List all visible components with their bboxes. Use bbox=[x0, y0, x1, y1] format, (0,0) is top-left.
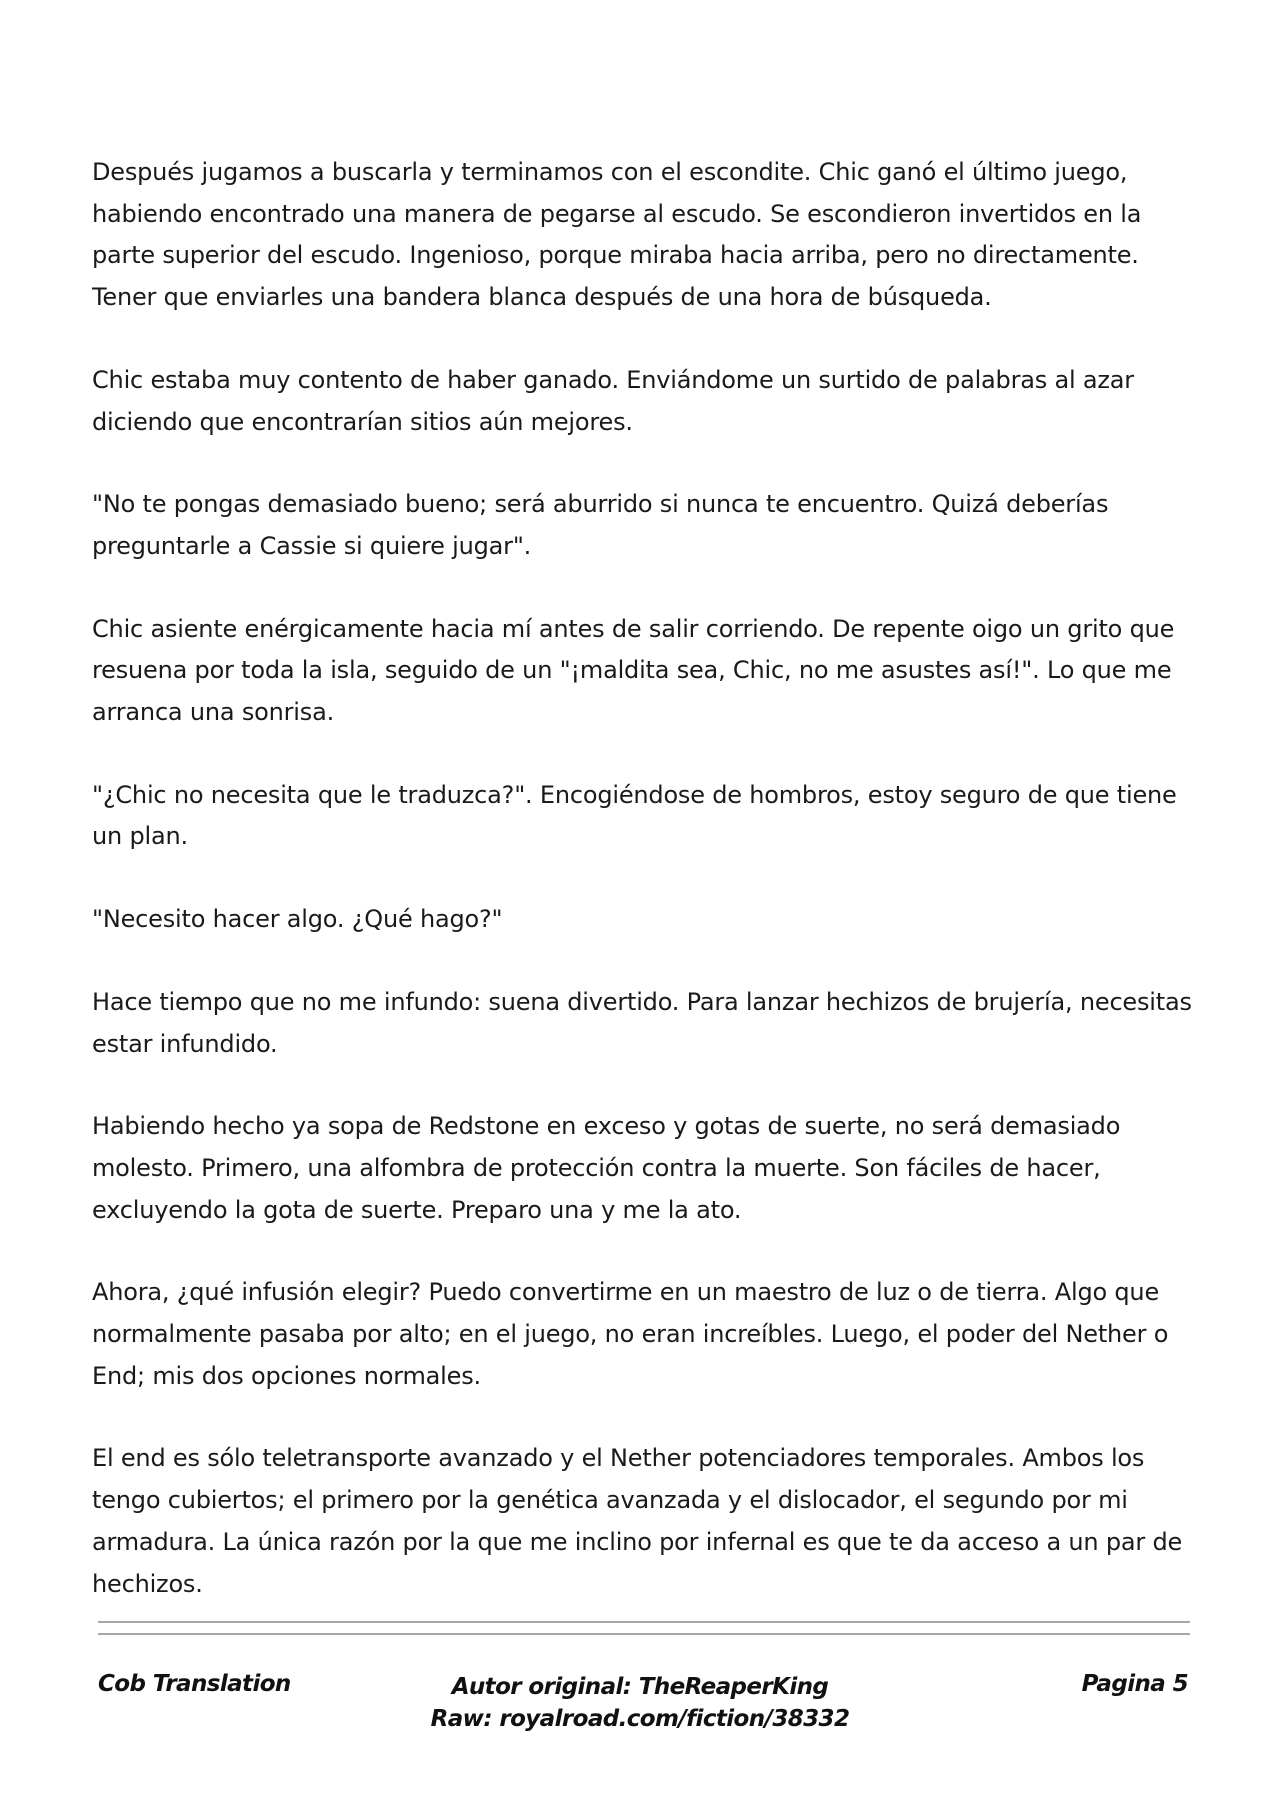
page-body bbox=[92, 152, 1192, 1646]
paragraph: El end es sólo teletransporte avanzado y el Nether potenciadores temporales. Ambos los tengo cubiertos; el primero por la genética avanzada y el dislocador, el segundo por mi armadura. La única razón por la que me inclino por infernal es que te da acceso a un par de hechizos. bbox=[92, 1444, 1183, 1598]
footer-divider-bottom bbox=[98, 1633, 1190, 1635]
footer-translator: Cob Translation bbox=[98, 1671, 291, 1697]
paragraph: Después jugamos a buscarla y terminamos con el escondite. Chic ganó el último juego, habiendo encontrado una manera de pegarse al escudo. Se escondieron invertidos en la parte superior del escudo. Ingenioso, porque miraba hacia arriba, pero no directamente. Tener que enviarles una bandera blanca después de una hora de búsqueda. bbox=[92, 158, 1142, 312]
footer-page-number: Pagina 5 bbox=[1081, 1671, 1188, 1697]
paragraph: Ahora, ¿qué infusión elegir? Puedo convertirme en un maestro de luz o de tierra. Algo que normalmente pasaba por alto; en el juego, no eran increíbles. Luego, el poder del Nether o End; mis dos opciones normales. bbox=[92, 1278, 1169, 1390]
paragraph: Chic estaba muy contento de haber ganado. Enviándome un surtido de palabras al azar diciendo que encontrarían sitios aún mejores. bbox=[92, 365, 1134, 436]
paragraph: "No te pongas demasiado bueno; será aburrido si nunca te encuentro. Quizá deberías preguntarle a Cassie si quiere jugar". bbox=[92, 490, 1109, 560]
paragraph: Habiendo hecho ya sopa de Redstone en exceso y gotas de suerte, no será demasiado molesto. Primero, una alfombra de protección contra la muerte. Son fáciles de hacer, excluyendo la gota de suerte. Preparo una y me la ato. bbox=[92, 1112, 1121, 1224]
paragraph: Hace tiempo que no me infundo: suena divertido. Para lanzar hechizos de brujería, necesitas estar infundido. bbox=[92, 987, 1192, 1058]
paragraph: Chic asiente enérgicamente hacia mí antes de salir corriendo. De repente oigo un grito que resuena por toda la isla, seguido de un "¡maldita sea, Chic, no me asustes así!". Lo que me arranca una sonrisa. bbox=[92, 614, 1175, 727]
paragraph: "Necesito hacer algo. ¿Qué hago?" bbox=[92, 905, 503, 934]
paragraph: "¿Chic no necesita que le traduzca?". Encogiéndose de hombros, estoy seguro de que tiene un plan. bbox=[92, 780, 1177, 851]
footer-raw-source: Raw: royalroad.com/fiction/38332 bbox=[430, 1706, 850, 1732]
footer-divider-top bbox=[98, 1621, 1190, 1623]
footer-author: Autor original: TheReaperKing bbox=[451, 1674, 829, 1700]
